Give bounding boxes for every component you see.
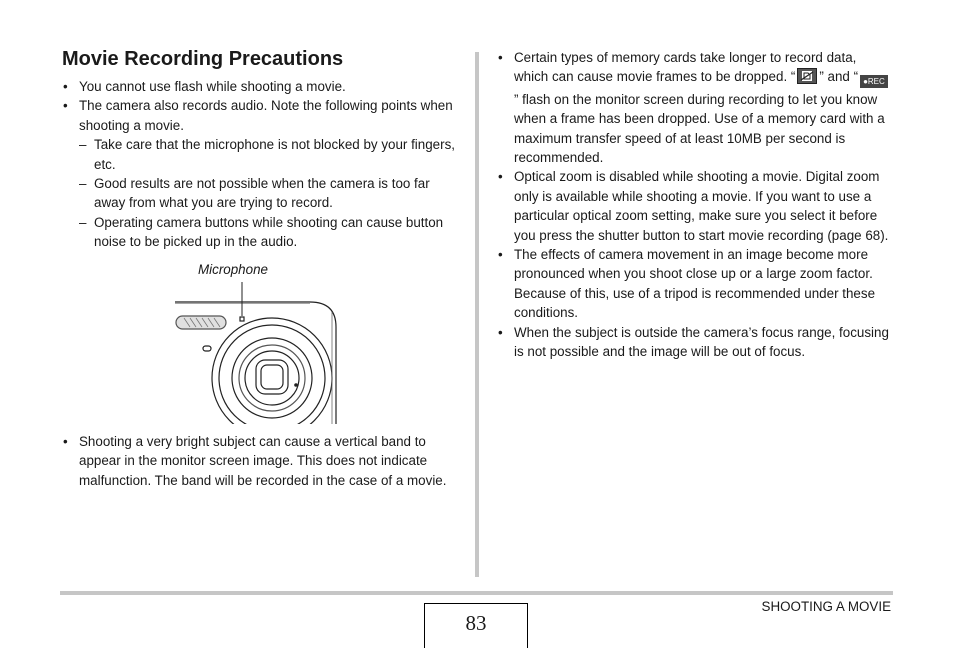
sub-text: Take care that the microphone is not blocked by your fingers, etc. (94, 137, 455, 172)
sub-list (79, 135, 462, 251)
column-divider (475, 52, 479, 577)
bullet-text: You cannot use flash while shooting a movie. (79, 79, 346, 94)
list-item (62, 96, 462, 251)
bullet-text: ” flash on the monitor screen during recording to let you know when a frame has been dropped. Use of a memory card with a maximum transfer speed of at least 10MB per second is recommended. (514, 91, 885, 166)
footer-divider (60, 591, 893, 595)
camera-illustration (170, 282, 342, 424)
list-item (497, 323, 892, 362)
bullet-text: Certain types of memory cards take longer to record data, which can cause movie frames to be dropped. “ (514, 50, 857, 85)
bullet-text: When the subject is outside the camera’s focus range, focusing is not possible and the image will be out of focus. (514, 324, 889, 360)
left-bullet-list (62, 77, 462, 252)
list-item (497, 48, 892, 167)
rec-icon (860, 75, 888, 88)
sub-text: Good results are not possible when the camera is too far away from what you are trying to record. (94, 176, 430, 211)
list-item (62, 77, 462, 96)
sub-list-item (79, 213, 462, 252)
bullet-text: Optical zoom is disabled while shooting a movie. Digital zoom only is available while shooting a movie. If you want to use a particular optical zoom setting, make sure you select it before you press the shutter button to start movie recording (page 68). (514, 169, 889, 243)
sub-text: Operating camera buttons while shooting can cause button noise to be picked up in the audio. (94, 214, 444, 250)
bullet-text: ” and “ (819, 69, 859, 85)
section-label: SHOOTING A MOVIE (761, 599, 891, 614)
sub-list-item (79, 174, 462, 213)
bullet-text: Shooting a very bright subject can cause a vertical band to appear in the monitor screen image. This does not indicate malfunction. The band will be recorded in the case of a movie. (79, 434, 447, 488)
figure-caption: Microphone (198, 262, 268, 277)
page-number: 83 (424, 603, 528, 648)
list-item (62, 432, 462, 490)
left-bullet-list-2 (62, 432, 462, 490)
page-title: Movie Recording Precautions (62, 48, 344, 70)
bullet-text: The effects of camera movement in an image become more pronounced when you shoot close up or a large zoom factor. Because of this, use of a tripod is recommended under these conditions. (514, 247, 876, 321)
card-warning-icon (797, 68, 817, 89)
list-item (497, 167, 892, 245)
right-bullet-list (497, 48, 892, 362)
bullet-text: The camera also records audio. Note the following points when shooting a movie. (79, 98, 453, 133)
sub-list-item (79, 135, 462, 174)
rec-icon-label: ●REC (863, 77, 885, 87)
list-item (497, 245, 892, 323)
